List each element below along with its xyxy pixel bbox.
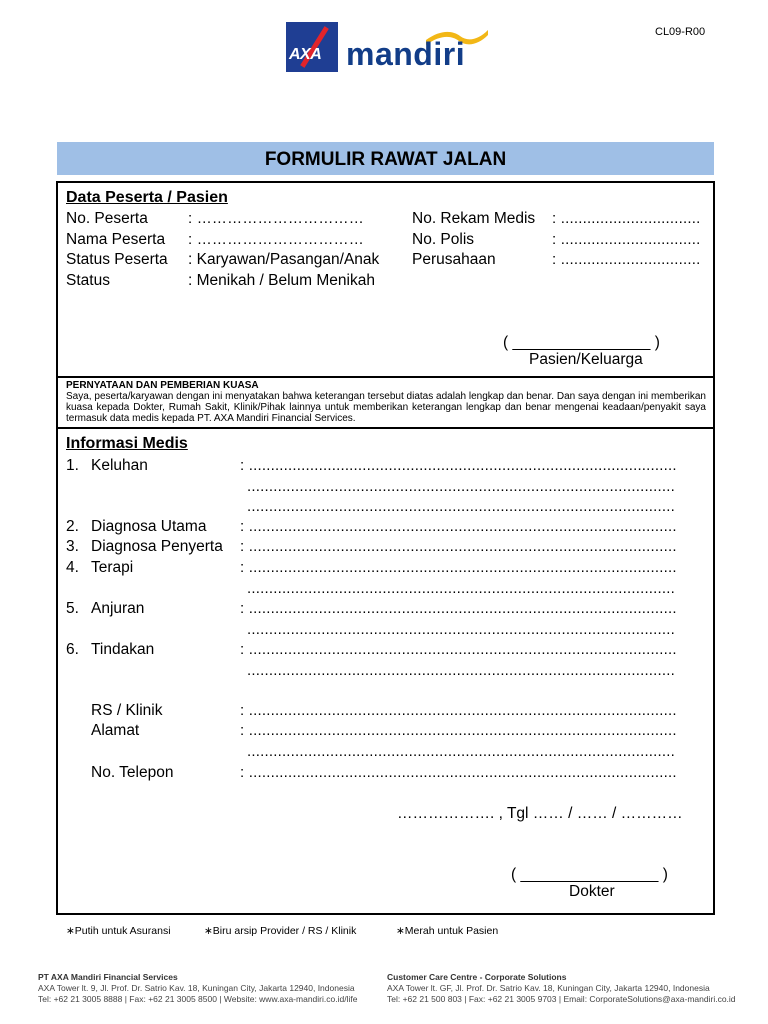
field-perusahaan[interactable]: : ................................ — [552, 251, 701, 268]
item-number: 3. — [66, 538, 79, 555]
form-code: CL09-R00 — [655, 26, 706, 38]
axa-logo-text: AXA — [289, 46, 322, 63]
field-anjuran-line-2[interactable]: .................................................................................................. — [247, 621, 676, 638]
divider-statement-bottom — [56, 427, 715, 429]
field-no-telepon[interactable]: : .................................................................................................. — [240, 764, 677, 781]
field-keluhan[interactable]: : .................................................................................................. — [240, 457, 677, 474]
field-diagnosa-penyerta[interactable]: : .................................................................................................. — [240, 538, 677, 555]
doctor-signature-line[interactable]: ( ________________ ) — [511, 866, 668, 883]
field-terapi[interactable]: : .................................................................................................. — [240, 559, 677, 576]
footer-left-title: PT AXA Mandiri Financial Services — [38, 972, 178, 982]
label-status-peserta: Status Peserta — [66, 251, 168, 268]
legend-white-copy: ∗Putih untuk Asuransi — [66, 925, 171, 937]
label-nama-peserta: Nama Peserta — [66, 231, 166, 248]
label-terapi: Terapi — [91, 559, 134, 576]
field-rs-klinik[interactable]: : .................................................................................................. — [240, 702, 677, 719]
label-perusahaan: Perusahaan — [412, 251, 496, 268]
form-title-bar — [57, 142, 714, 175]
footer-right — [387, 972, 736, 1005]
field-tindakan[interactable]: : .................................................................................................. — [240, 641, 677, 658]
item-number: 1. — [66, 457, 79, 474]
footer-right-contact: Tel: +62 21 500 803 | Fax: +62 21 3005 9703 | Email: CorporateSolutions@axa-mandiri.co.id — [387, 994, 736, 1004]
medical-section-title: Informasi Medis — [66, 435, 188, 452]
field-alamat-line-2[interactable]: .................................................................................................. — [247, 743, 676, 760]
field-tindakan-line-2[interactable]: .................................................................................................. — [247, 662, 676, 679]
field-alamat[interactable]: : .................................................................................................. — [240, 722, 677, 739]
patient-signature-label: Pasien/Keluarga — [529, 351, 643, 368]
label-tindakan: Tindakan — [91, 641, 155, 658]
label-diagnosa-utama: Diagnosa Utama — [91, 518, 207, 535]
field-terapi-line-2[interactable]: .................................................................................................. — [247, 580, 676, 597]
item-number: 5. — [66, 600, 79, 617]
label-no-polis: No. Polis — [412, 231, 475, 248]
patient-signature-line[interactable]: ( ________________ ) — [503, 334, 660, 351]
statement-heading: PERNYATAAN DAN PEMBERIAN KUASA — [66, 380, 259, 391]
field-diagnosa-utama[interactable]: : .................................................................................................. — [240, 518, 677, 535]
field-keluhan-line-2[interactable]: .................................................................................................. — [247, 478, 676, 495]
label-alamat: Alamat — [91, 722, 140, 739]
date-line[interactable]: ………………. , Tgl …… / …… / ………… — [397, 805, 683, 822]
label-keluhan: Keluhan — [91, 457, 148, 474]
participant-section-title: Data Peserta / Pasien — [66, 189, 228, 206]
field-status-peserta[interactable]: : Karyawan/Pasangan/Anak — [188, 251, 380, 268]
field-status[interactable]: : Menikah / Belum Menikah — [188, 272, 375, 289]
divider-statement-top — [56, 376, 715, 378]
axa-logo-icon — [286, 22, 338, 72]
label-status: Status — [66, 272, 110, 289]
footer-left — [38, 972, 357, 1005]
mandiri-logo-text: mandiri — [346, 36, 466, 72]
field-no-rekam-medis[interactable]: : ................................ — [552, 210, 701, 227]
footer-right-address: AXA Tower lt. GF, Jl. Prof. Dr. Satrio Kav. 18, Kuningan City, Jakarta 12940, Indonesia — [387, 983, 710, 993]
footer-right-title: Customer Care Centre - Corporate Solutions — [387, 972, 567, 982]
field-keluhan-line-3[interactable]: .................................................................................................. — [247, 498, 676, 515]
field-no-polis[interactable]: : ................................ — [552, 231, 701, 248]
legend-red-copy: ∗Merah untuk Pasien — [396, 925, 499, 937]
item-number: 6. — [66, 641, 79, 658]
field-anjuran[interactable]: : .................................................................................................. — [240, 600, 677, 617]
label-no-rekam-medis: No. Rekam Medis — [412, 210, 536, 227]
item-number: 2. — [66, 518, 79, 535]
form-title: FORMULIR RAWAT JALAN — [264, 149, 507, 170]
item-number: 4. — [66, 559, 79, 576]
label-diagnosa-penyerta: Diagnosa Penyerta — [91, 538, 223, 555]
legend-blue-copy: ∗Biru arsip Provider / RS / Klinik — [204, 925, 357, 937]
statement-text: Saya, peserta/karyawan dengan ini menyatakan bahwa keterangan tersebut diatas adalah lengkap dan benar. Dan saya dengan ini memberikan kuasa kepada Dokter, Rumah Sakit, Klinik/Pihak lainnya untuk memberikan keterangan lengkap dan benar mengenai keadaan/penyakit saya termasuk data medis kepada PT. AXA Mandiri Financial Services. — [66, 391, 706, 424]
label-no-peserta: No. Peserta — [66, 210, 148, 227]
field-no-peserta[interactable]: : …………………………… — [188, 210, 364, 227]
axa-mandiri-logo — [286, 22, 496, 72]
doctor-signature-label: Dokter — [569, 883, 615, 900]
footer-left-address: AXA Tower lt. 9, Jl. Prof. Dr. Satrio Kav. 18, Kuningan City, Jakarta 12940, Indonesia — [38, 983, 355, 993]
footer-left-contact: Tel: +62 21 3005 8888 | Fax: +62 21 3005 8500 | Website: www.axa-mandiri.co.id/life — [38, 994, 358, 1004]
label-no-telepon: No. Telepon — [91, 764, 174, 781]
label-anjuran: Anjuran — [91, 600, 145, 617]
label-rs-klinik: RS / Klinik — [91, 702, 163, 719]
field-nama-peserta[interactable]: : …………………………… — [188, 231, 364, 248]
